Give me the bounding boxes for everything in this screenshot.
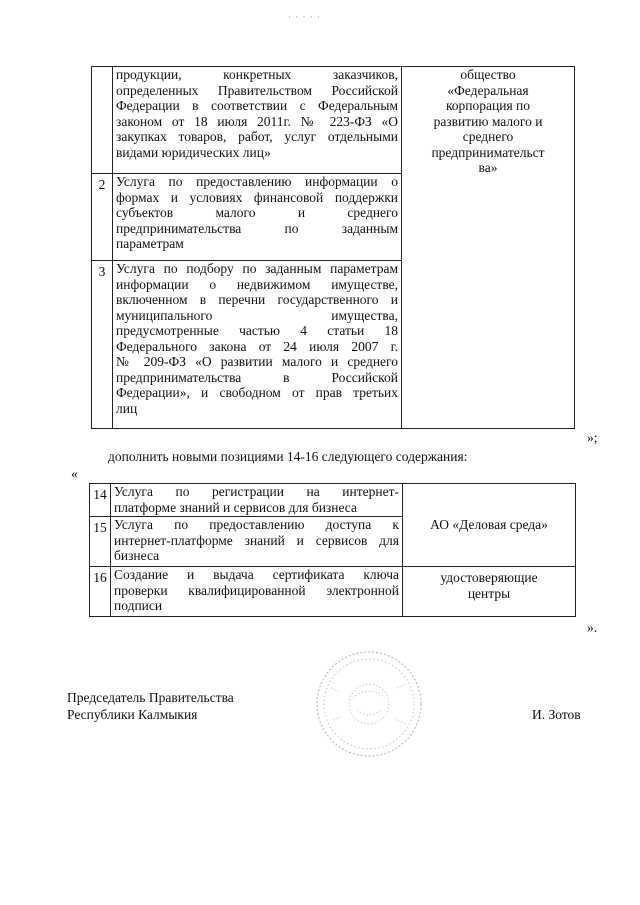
service-line: определенных Правительством Российской [116,82,398,98]
service-line: предпринимательства по заданным [116,220,398,236]
service-line: Федерального закона от 24 июля 2007 г. [116,338,398,354]
organization-cell [403,484,576,567]
page-mark: · · · · · [288,12,321,22]
org-line: АО «Деловая среда» [430,517,548,533]
table-row [92,67,575,174]
service-line: проверки квалифицированной электронной [114,582,399,598]
service-cell [113,261,402,429]
signatory-name: И. Зотов [532,707,581,722]
service-cell [113,174,402,261]
org-line: общество [460,67,516,82]
service-line: интернет-платформе знаний и сервисов для [114,532,399,548]
amendment-text: дополнить новыми позициями 14-16 следующего содержания: [108,449,468,464]
service-line: Создание и выдача сертификата ключа [114,567,399,582]
service-cell [111,484,403,517]
row-number: 15 [90,517,111,567]
signatory-title-line-2: Республики Калмыкия [67,707,198,722]
row-number: 3 [92,261,113,429]
service-line: законом от 18 июля 2011г. № 223-ФЗ «О [116,113,398,129]
service-line: платформе знаний и сервисов для бизнеса [114,499,357,515]
service-cell [111,517,403,567]
service-line: предпринимательства в Российской [116,369,398,385]
service-line: подписи [114,598,163,613]
service-line: лиц [116,400,138,416]
closing-quote: »; [587,430,598,445]
service-line: Услуга по предоставлению информации о [116,174,398,189]
org-line: удостоверяющие [440,570,538,585]
org-line: корпорация по [445,98,531,113]
service-line: закупках товаров, работ, услуг отдельными [116,129,398,144]
closing-quote: ». [587,620,598,635]
row-number: 16 [90,567,111,617]
service-line: Услуга по подбору по заданным параметрам [116,261,398,276]
service-line: информации о недвижимом имуществе, [116,276,398,292]
table-row [90,484,576,517]
row-number: 14 [90,484,111,517]
service-line: бизнеса [114,548,160,563]
service-line: № 209-ФЗ «О развитии малого и среднего [116,354,398,369]
org-line: развитию малого и [433,113,543,129]
services-table-new [89,483,576,617]
service-line: параметрам [116,236,184,251]
organization-cell [403,567,576,617]
service-line: включенном в перечни государственного и [116,292,398,307]
row-number: 2 [92,174,113,261]
signatory-title-line-1: Председатель Правительства [67,690,234,705]
opening-quote: « [71,466,78,481]
service-line: субъектов малого и среднего [116,205,398,220]
organization-cell [402,67,575,429]
service-line: Федерации», и свободном от прав третьих [116,385,398,400]
org-line: предпринимательст [431,144,545,160]
service-cell [111,567,403,617]
service-line: предусмотренные частью 4 статьи 18 [116,323,398,338]
service-line: Услуга по регистрации на интернет- [114,484,399,499]
org-line: ва» [478,160,498,175]
service-line: продукции, конкретных заказчиков, [116,67,398,82]
service-line: Услуга по предоставлению доступа к [114,517,399,532]
org-line: «Федеральная [447,82,529,98]
official-seal-stamp [313,648,425,760]
row-number [92,67,113,174]
service-line: муниципального имущества, [116,307,398,323]
org-line: среднего [462,129,514,144]
service-cell [113,67,402,174]
service-line: формах и условиях финансовой поддержки [116,189,398,205]
services-table-continued [91,66,575,429]
org-line: центры [467,585,511,601]
service-line: Федерации в соответствии с Федеральным [116,98,398,113]
service-line: видами юридических лиц» [116,144,271,160]
table-row [90,567,576,617]
